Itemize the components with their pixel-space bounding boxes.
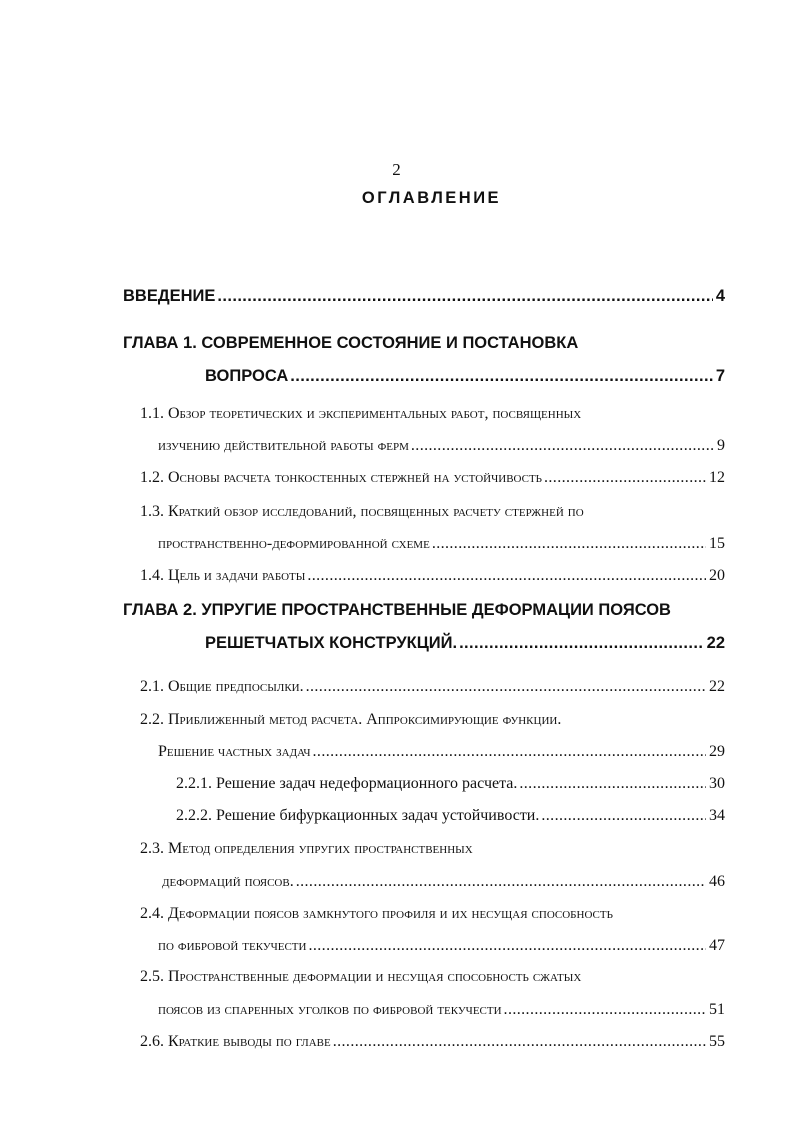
toc-entry-section-1-1[interactable] bbox=[140, 405, 725, 455]
dot-leader bbox=[308, 937, 706, 955]
toc-page-number: 22 bbox=[706, 634, 725, 652]
toc-entry-section-2-1[interactable] bbox=[140, 678, 725, 696]
toc-entry-text: Решение частных задач bbox=[158, 743, 311, 760]
toc-entry-text: 2.4. Деформации поясов замкнутого профиля и их несущая способность bbox=[140, 905, 613, 922]
dot-leader bbox=[307, 567, 706, 585]
toc-entry-section-1-3[interactable] bbox=[140, 503, 725, 553]
toc-entry-text: 2.5. Пространственные деформации и несущая способность сжатых bbox=[140, 968, 582, 985]
toc-entry-text: ГЛАВА 1. СОВРЕМЕННОЕ СОСТОЯНИЕ И ПОСТАНОВКА bbox=[123, 334, 579, 352]
toc-page-number: 22 bbox=[709, 678, 725, 695]
toc-page-number: 9 bbox=[717, 437, 725, 454]
toc-page-number: 4 bbox=[715, 287, 725, 305]
toc-entry-text: изучению действительной работы ферм bbox=[158, 437, 409, 454]
toc-entry-text: 2.2.1. Решение задач недеформационного расчета. bbox=[176, 775, 518, 792]
toc-page-number: 29 bbox=[709, 743, 725, 760]
toc-entry-section-2-5[interactable] bbox=[140, 968, 725, 1019]
dot-leader bbox=[333, 1033, 706, 1051]
toc-page-number: 7 bbox=[715, 367, 725, 385]
toc-entry-subsection-2-2-2[interactable] bbox=[176, 807, 725, 825]
toc-page-number: 46 bbox=[709, 873, 725, 890]
toc-entry-text: 1.2. Основы расчета тонкостенных стержней на устойчивость bbox=[140, 469, 542, 486]
toc-entry-text: 2.2. Приближенный метод расчета. Аппроксимирующие функции. bbox=[140, 711, 562, 728]
toc-entry-text: по фибровой текучести bbox=[158, 937, 307, 954]
dot-leader bbox=[432, 535, 706, 553]
toc-page-number: 34 bbox=[709, 807, 725, 824]
toc-entry-subsection-2-2-1[interactable] bbox=[176, 775, 725, 793]
toc-entry-text: 2.3. Метод определения упругих пространственных bbox=[140, 840, 473, 857]
dot-leader bbox=[519, 775, 706, 793]
toc-entry-section-1-4[interactable] bbox=[140, 567, 725, 585]
dot-leader bbox=[541, 807, 706, 825]
dot-leader bbox=[544, 469, 706, 487]
toc-entry-section-2-6[interactable] bbox=[140, 1033, 725, 1051]
dot-leader bbox=[459, 634, 704, 653]
toc-entry-text: 1.1. Обзор теоретических и экспериментальных работ, посвященных bbox=[140, 405, 582, 422]
toc-entry-text: поясов из спаренных уголков по фибровой текучести bbox=[158, 1001, 502, 1018]
toc-entry-text: 2.1. Общие предпосылки. bbox=[140, 678, 304, 695]
toc-page-number: 15 bbox=[709, 535, 725, 552]
dot-leader bbox=[296, 873, 706, 891]
toc-page-number: 20 bbox=[709, 567, 725, 584]
dot-leader bbox=[290, 367, 713, 386]
toc-entry-text: 1.3. Краткий обзор исследований, посвященных расчету стержней по bbox=[140, 503, 584, 520]
toc-entry-chapter-2[interactable] bbox=[123, 601, 725, 653]
toc-entry-text: 1.4. Цель и задачи работы bbox=[140, 567, 306, 584]
toc-page-number: 12 bbox=[709, 469, 725, 486]
toc-entry-text: ВОПРОСА bbox=[205, 367, 289, 385]
toc-entry-section-2-4[interactable] bbox=[140, 905, 725, 955]
dot-leader bbox=[411, 437, 714, 455]
toc-entry-section-2-2[interactable] bbox=[140, 711, 725, 761]
toc-entry-text: деформаций поясов. bbox=[162, 873, 294, 890]
toc-entry-section-2-3[interactable] bbox=[140, 840, 725, 891]
toc-entry-text: ГЛАВА 2. УПРУГИЕ ПРОСТРАНСТВЕННЫЕ ДЕФОРМАЦИИ ПОЯСОВ bbox=[123, 601, 671, 619]
toc-entry-text: РЕШЕТЧАТЫХ КОНСТРУКЦИЙ. bbox=[205, 634, 458, 652]
dot-leader bbox=[217, 287, 712, 306]
toc-entry-text: 2.6. Краткие выводы по главе bbox=[140, 1033, 331, 1050]
toc-page-number: 55 bbox=[709, 1033, 725, 1050]
toc-title: ОГЛАВЛЕНИЕ bbox=[361, 189, 502, 207]
page-number: 2 bbox=[392, 160, 401, 179]
dot-leader bbox=[504, 1001, 706, 1019]
toc-entry-text: ВВЕДЕНИЕ bbox=[123, 287, 216, 305]
toc-page-number: 30 bbox=[709, 775, 725, 792]
toc-entry-chapter-1[interactable] bbox=[123, 334, 725, 386]
toc-entry-text: пространственно-деформированной схеме bbox=[158, 535, 430, 552]
toc-entry-intro[interactable] bbox=[123, 287, 725, 306]
toc-entry-section-1-2[interactable] bbox=[140, 469, 725, 487]
dot-leader bbox=[306, 678, 706, 696]
toc-entry-text: 2.2.2. Решение бифуркационных задач устойчивости. bbox=[176, 807, 540, 824]
toc-page-number: 47 bbox=[709, 937, 725, 954]
dot-leader bbox=[313, 743, 706, 761]
toc-page-number: 51 bbox=[709, 1001, 725, 1018]
